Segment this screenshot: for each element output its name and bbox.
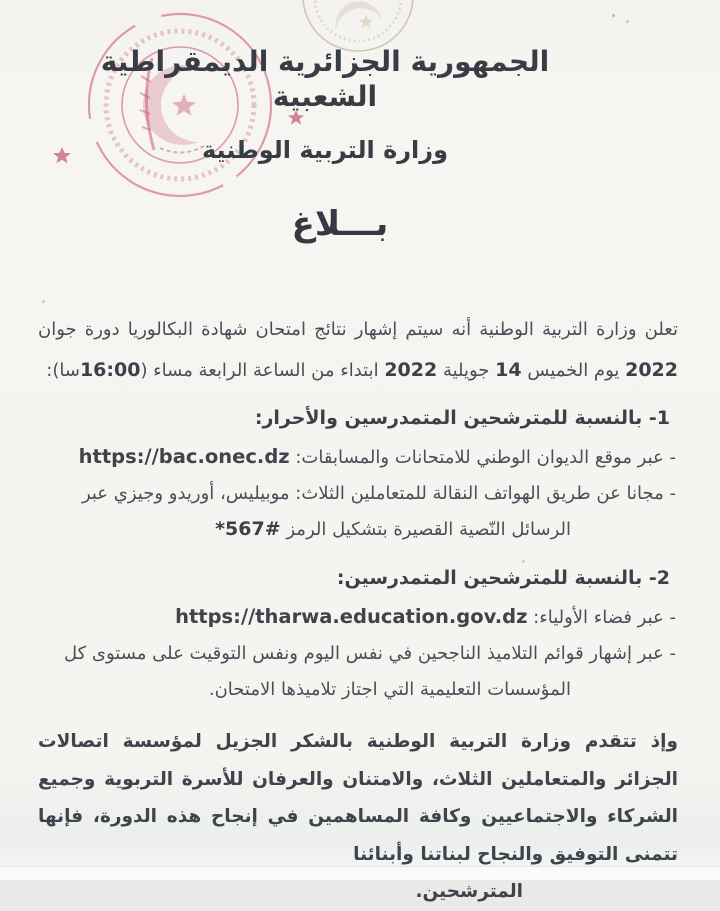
intro-text-1: تعلن وزارة التربية الوطنية أنه سيتم إشهار نتائج امتحان شهادة البكالوريا دورة جوان xyxy=(38,319,678,340)
document-header xyxy=(60,44,590,164)
section-1-heading: 1- بالنسبة للمترشحين المتمدرسين والأحرار: xyxy=(254,407,670,429)
bullet-school-lists-line-2: المؤسسات التعليمية التي اجتاز تلاميذها الامتحان. xyxy=(208,679,571,700)
session-year: 2022 xyxy=(625,359,678,381)
results-day: 14 xyxy=(495,359,522,381)
communique-title: بـــلاغ xyxy=(291,204,389,244)
onec-site-label: - عبر موقع الديوان الوطني للامتحانات والمسابقات: xyxy=(289,447,676,468)
ministry-title: وزارة التربية الوطنية xyxy=(201,136,449,164)
tharwa-portal-url: https://tharwa.education.gov.dz xyxy=(175,605,528,628)
ussd-code: *567# xyxy=(215,518,281,540)
bullet-sms-line-1: - مجانا عن طريق الهواتف النقالة للمتعاملين الثلاث: موبيليس، أوريدو وجيزي عبر xyxy=(81,483,676,504)
republic-title: الجمهورية الجزائرية الديمقراطية الشعبية xyxy=(100,45,550,113)
parents-portal-label: - عبر فضاء الأولياء: xyxy=(527,607,676,628)
closing-last-word: المترشحين. xyxy=(415,881,523,902)
intro-text-2: يوم الخميس xyxy=(521,360,626,381)
intro-paragraph xyxy=(38,310,678,391)
bullet-onec-site xyxy=(38,441,676,473)
results-year: 2022 xyxy=(384,359,438,381)
bullet-school-lists-line-1: - عبر إشهار قوائم التلاميذ الناجحين في نفس اليوم ونفس التوقيت على مستوى كل xyxy=(63,643,676,664)
scan-edge-strip xyxy=(0,866,720,880)
scan-noise xyxy=(612,14,615,17)
bullet-sms-line-2 xyxy=(38,514,571,545)
bac-results-url: https://bac.onec.dz xyxy=(78,445,290,468)
results-time: 16:00 xyxy=(79,359,141,381)
closing-paragraph: وإذ تتقدم وزارة التربية الوطنية بالشكر الجزيل لمؤسسة اتصالات الجزائر والمتعاملين الثلاث، والامتنان والعرفان للأسرة التربوية وجميع الشركاء والاجتماعيين وكافة المساهمين في إنجاح هذه الدورة، فإنها تتمنى التوفيق والنجاح لبناتنا وأبنائنا xyxy=(38,731,678,865)
sms-text: الرسائل النّصية القصيرة بتشكيل الرمز xyxy=(280,519,571,540)
bullet-parents-portal xyxy=(38,601,676,633)
intro-text-3: جويلية xyxy=(437,360,496,381)
intro-text-4: ابتداء من الساعة الرابعة مساء ( xyxy=(140,360,385,381)
section-2-heading: 2- بالنسبة للمترشحين المتمدرسين: xyxy=(336,567,670,589)
document-body xyxy=(38,310,678,911)
intro-text-5: سا): xyxy=(46,360,80,381)
